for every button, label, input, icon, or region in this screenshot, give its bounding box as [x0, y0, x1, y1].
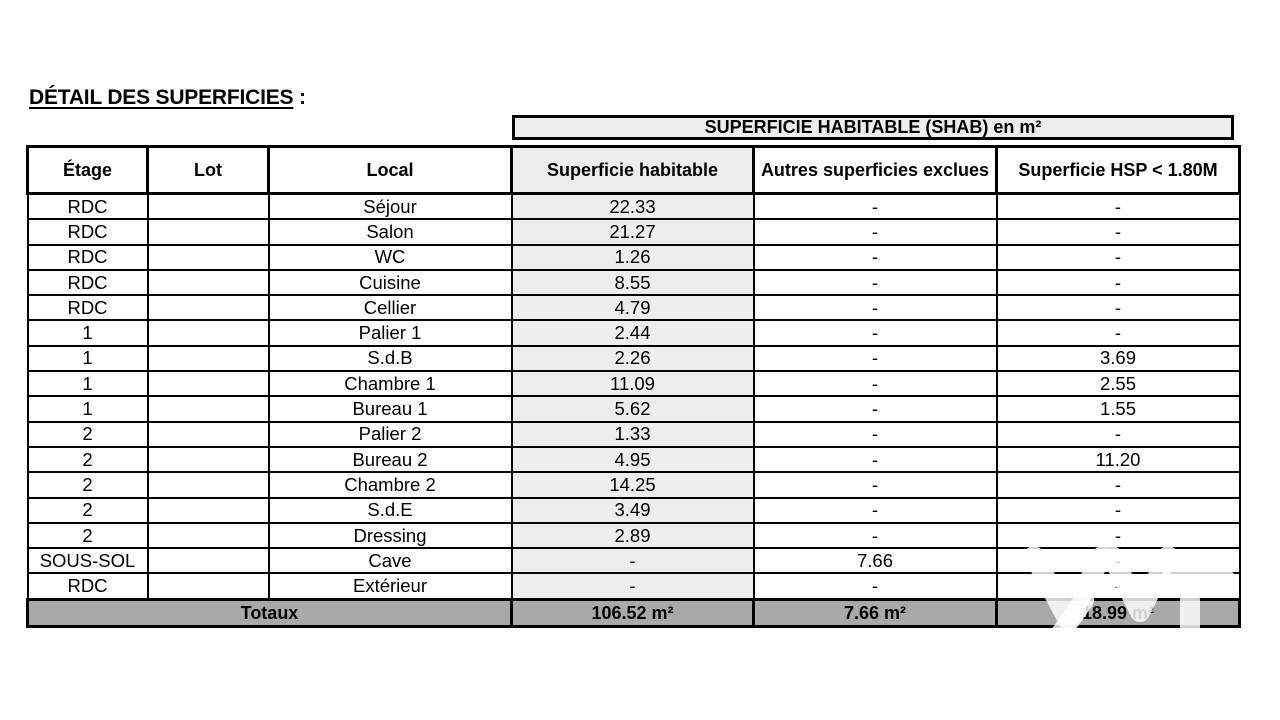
cell-etage: 1 — [28, 346, 148, 371]
total-autres-superficies: 7.66 m² — [754, 599, 997, 626]
cell-superficie-hsp: 2.55 — [997, 371, 1240, 396]
table-row — [28, 447, 1240, 472]
table-row — [28, 396, 1240, 421]
cell-superficie-hsp: - — [997, 245, 1240, 270]
cell-superficie-habitable: 3.49 — [512, 498, 754, 523]
cell-lot — [148, 573, 269, 599]
cell-lot — [148, 320, 269, 345]
cell-autres-superficies: - — [754, 523, 997, 548]
cell-local: Chambre 1 — [269, 371, 512, 396]
cell-local: Palier 1 — [269, 320, 512, 345]
cell-autres-superficies: - — [754, 194, 997, 220]
cell-lot — [148, 523, 269, 548]
cell-etage: RDC — [28, 219, 148, 244]
cell-local: Séjour — [269, 194, 512, 220]
cell-superficie-hsp: - — [997, 523, 1240, 548]
cell-local: Bureau 1 — [269, 396, 512, 421]
cell-superficie-hsp: - — [997, 548, 1240, 573]
cell-etage: RDC — [28, 270, 148, 295]
cell-superficie-hsp: - — [997, 573, 1240, 599]
title-suffix: : — [293, 86, 306, 109]
total-superficie-hsp: 18.99 m² — [997, 599, 1240, 626]
cell-autres-superficies: - — [754, 447, 997, 472]
cell-local: WC — [269, 245, 512, 270]
cell-autres-superficies: - — [754, 573, 997, 599]
cell-superficie-hsp: 3.69 — [997, 346, 1240, 371]
surface-table — [26, 145, 1241, 628]
cell-etage: RDC — [28, 245, 148, 270]
cell-superficie-hsp: - — [997, 295, 1240, 320]
cell-superficie-habitable: 22.33 — [512, 194, 754, 220]
cell-etage: 1 — [28, 371, 148, 396]
table-row — [28, 295, 1240, 320]
cell-etage: 2 — [28, 447, 148, 472]
cell-superficie-habitable: 11.09 — [512, 371, 754, 396]
cell-etage: RDC — [28, 194, 148, 220]
cell-etage: RDC — [28, 573, 148, 599]
cell-superficie-habitable: 21.27 — [512, 219, 754, 244]
cell-lot — [148, 371, 269, 396]
cell-lot — [148, 270, 269, 295]
cell-autres-superficies: - — [754, 346, 997, 371]
cell-superficie-habitable: 1.26 — [512, 245, 754, 270]
cell-local: Bureau 2 — [269, 447, 512, 472]
cell-autres-superficies: - — [754, 472, 997, 497]
cell-autres-superficies: - — [754, 422, 997, 447]
cell-superficie-habitable: 2.89 — [512, 523, 754, 548]
table-row — [28, 194, 1240, 220]
table-row — [28, 498, 1240, 523]
cell-superficie-hsp: - — [997, 472, 1240, 497]
cell-lot — [148, 245, 269, 270]
cell-superficie-habitable: 5.62 — [512, 396, 754, 421]
header-superficie-habitable: Superficie habitable — [512, 147, 754, 194]
cell-superficie-habitable: - — [512, 573, 754, 599]
cell-superficie-hsp: 11.20 — [997, 447, 1240, 472]
table-row — [28, 548, 1240, 573]
cell-lot — [148, 548, 269, 573]
cell-etage: 2 — [28, 422, 148, 447]
cell-lot — [148, 194, 269, 220]
cell-superficie-habitable: 1.33 — [512, 422, 754, 447]
table-row — [28, 270, 1240, 295]
cell-local: S.d.B — [269, 346, 512, 371]
cell-etage: 2 — [28, 523, 148, 548]
cell-lot — [148, 447, 269, 472]
table-row — [28, 422, 1240, 447]
header-local: Local — [269, 147, 512, 194]
cell-etage: 1 — [28, 320, 148, 345]
table-row — [28, 573, 1240, 599]
cell-autres-superficies: - — [754, 371, 997, 396]
cell-superficie-hsp: - — [997, 194, 1240, 220]
cell-superficie-habitable: - — [512, 548, 754, 573]
table-row — [28, 371, 1240, 396]
cell-autres-superficies: - — [754, 219, 997, 244]
cell-lot — [148, 346, 269, 371]
cell-local: S.d.E — [269, 498, 512, 523]
cell-superficie-hsp: - — [997, 422, 1240, 447]
cell-superficie-hsp: 1.55 — [997, 396, 1240, 421]
cell-etage: 1 — [28, 396, 148, 421]
cell-etage: SOUS-SOL — [28, 548, 148, 573]
table-row — [28, 346, 1240, 371]
cell-superficie-hsp: - — [997, 498, 1240, 523]
cell-autres-superficies: - — [754, 295, 997, 320]
totals-row — [28, 599, 1240, 626]
cell-lot — [148, 498, 269, 523]
cell-etage: 2 — [28, 498, 148, 523]
header-etage: Étage — [28, 147, 148, 194]
cell-local: Chambre 2 — [269, 472, 512, 497]
cell-local: Extérieur — [269, 573, 512, 599]
cell-autres-superficies: - — [754, 270, 997, 295]
table-row — [28, 523, 1240, 548]
cell-etage: 2 — [28, 472, 148, 497]
cell-superficie-habitable: 4.95 — [512, 447, 754, 472]
cell-etage: RDC — [28, 295, 148, 320]
cell-lot — [148, 295, 269, 320]
cell-local: Cellier — [269, 295, 512, 320]
cell-lot — [148, 422, 269, 447]
table-row — [28, 472, 1240, 497]
page-title — [29, 86, 306, 110]
cell-superficie-habitable: 4.79 — [512, 295, 754, 320]
cell-superficie-habitable: 14.25 — [512, 472, 754, 497]
title-text: DÉTAIL DES SUPERFICIES — [29, 86, 294, 109]
cell-superficie-hsp: - — [997, 219, 1240, 244]
shab-group-header: SUPERFICIE HABITABLE (SHAB) en m² — [512, 115, 1234, 140]
cell-autres-superficies: - — [754, 396, 997, 421]
header-superficie-hsp: Superficie HSP < 1.80M — [997, 147, 1240, 194]
cell-superficie-habitable: 2.44 — [512, 320, 754, 345]
cell-autres-superficies: - — [754, 320, 997, 345]
cell-superficie-hsp: - — [997, 270, 1240, 295]
table-header-row — [28, 147, 1240, 194]
cell-autres-superficies: - — [754, 245, 997, 270]
cell-superficie-habitable: 8.55 — [512, 270, 754, 295]
cell-autres-superficies: - — [754, 498, 997, 523]
cell-local: Cuisine — [269, 270, 512, 295]
totals-label: Totaux — [28, 599, 512, 626]
cell-superficie-hsp: - — [997, 320, 1240, 345]
cell-lot — [148, 472, 269, 497]
cell-local: Salon — [269, 219, 512, 244]
header-autres-superficies: Autres superficies exclues — [754, 147, 997, 194]
cell-superficie-habitable: 2.26 — [512, 346, 754, 371]
table-row — [28, 219, 1240, 244]
cell-local: Dressing — [269, 523, 512, 548]
header-lot: Lot — [148, 147, 269, 194]
cell-local: Palier 2 — [269, 422, 512, 447]
table-row — [28, 245, 1240, 270]
cell-lot — [148, 219, 269, 244]
total-superficie-habitable: 106.52 m² — [512, 599, 754, 626]
cell-autres-superficies: 7.66 — [754, 548, 997, 573]
cell-lot — [148, 396, 269, 421]
cell-local: Cave — [269, 548, 512, 573]
table-row — [28, 320, 1240, 345]
